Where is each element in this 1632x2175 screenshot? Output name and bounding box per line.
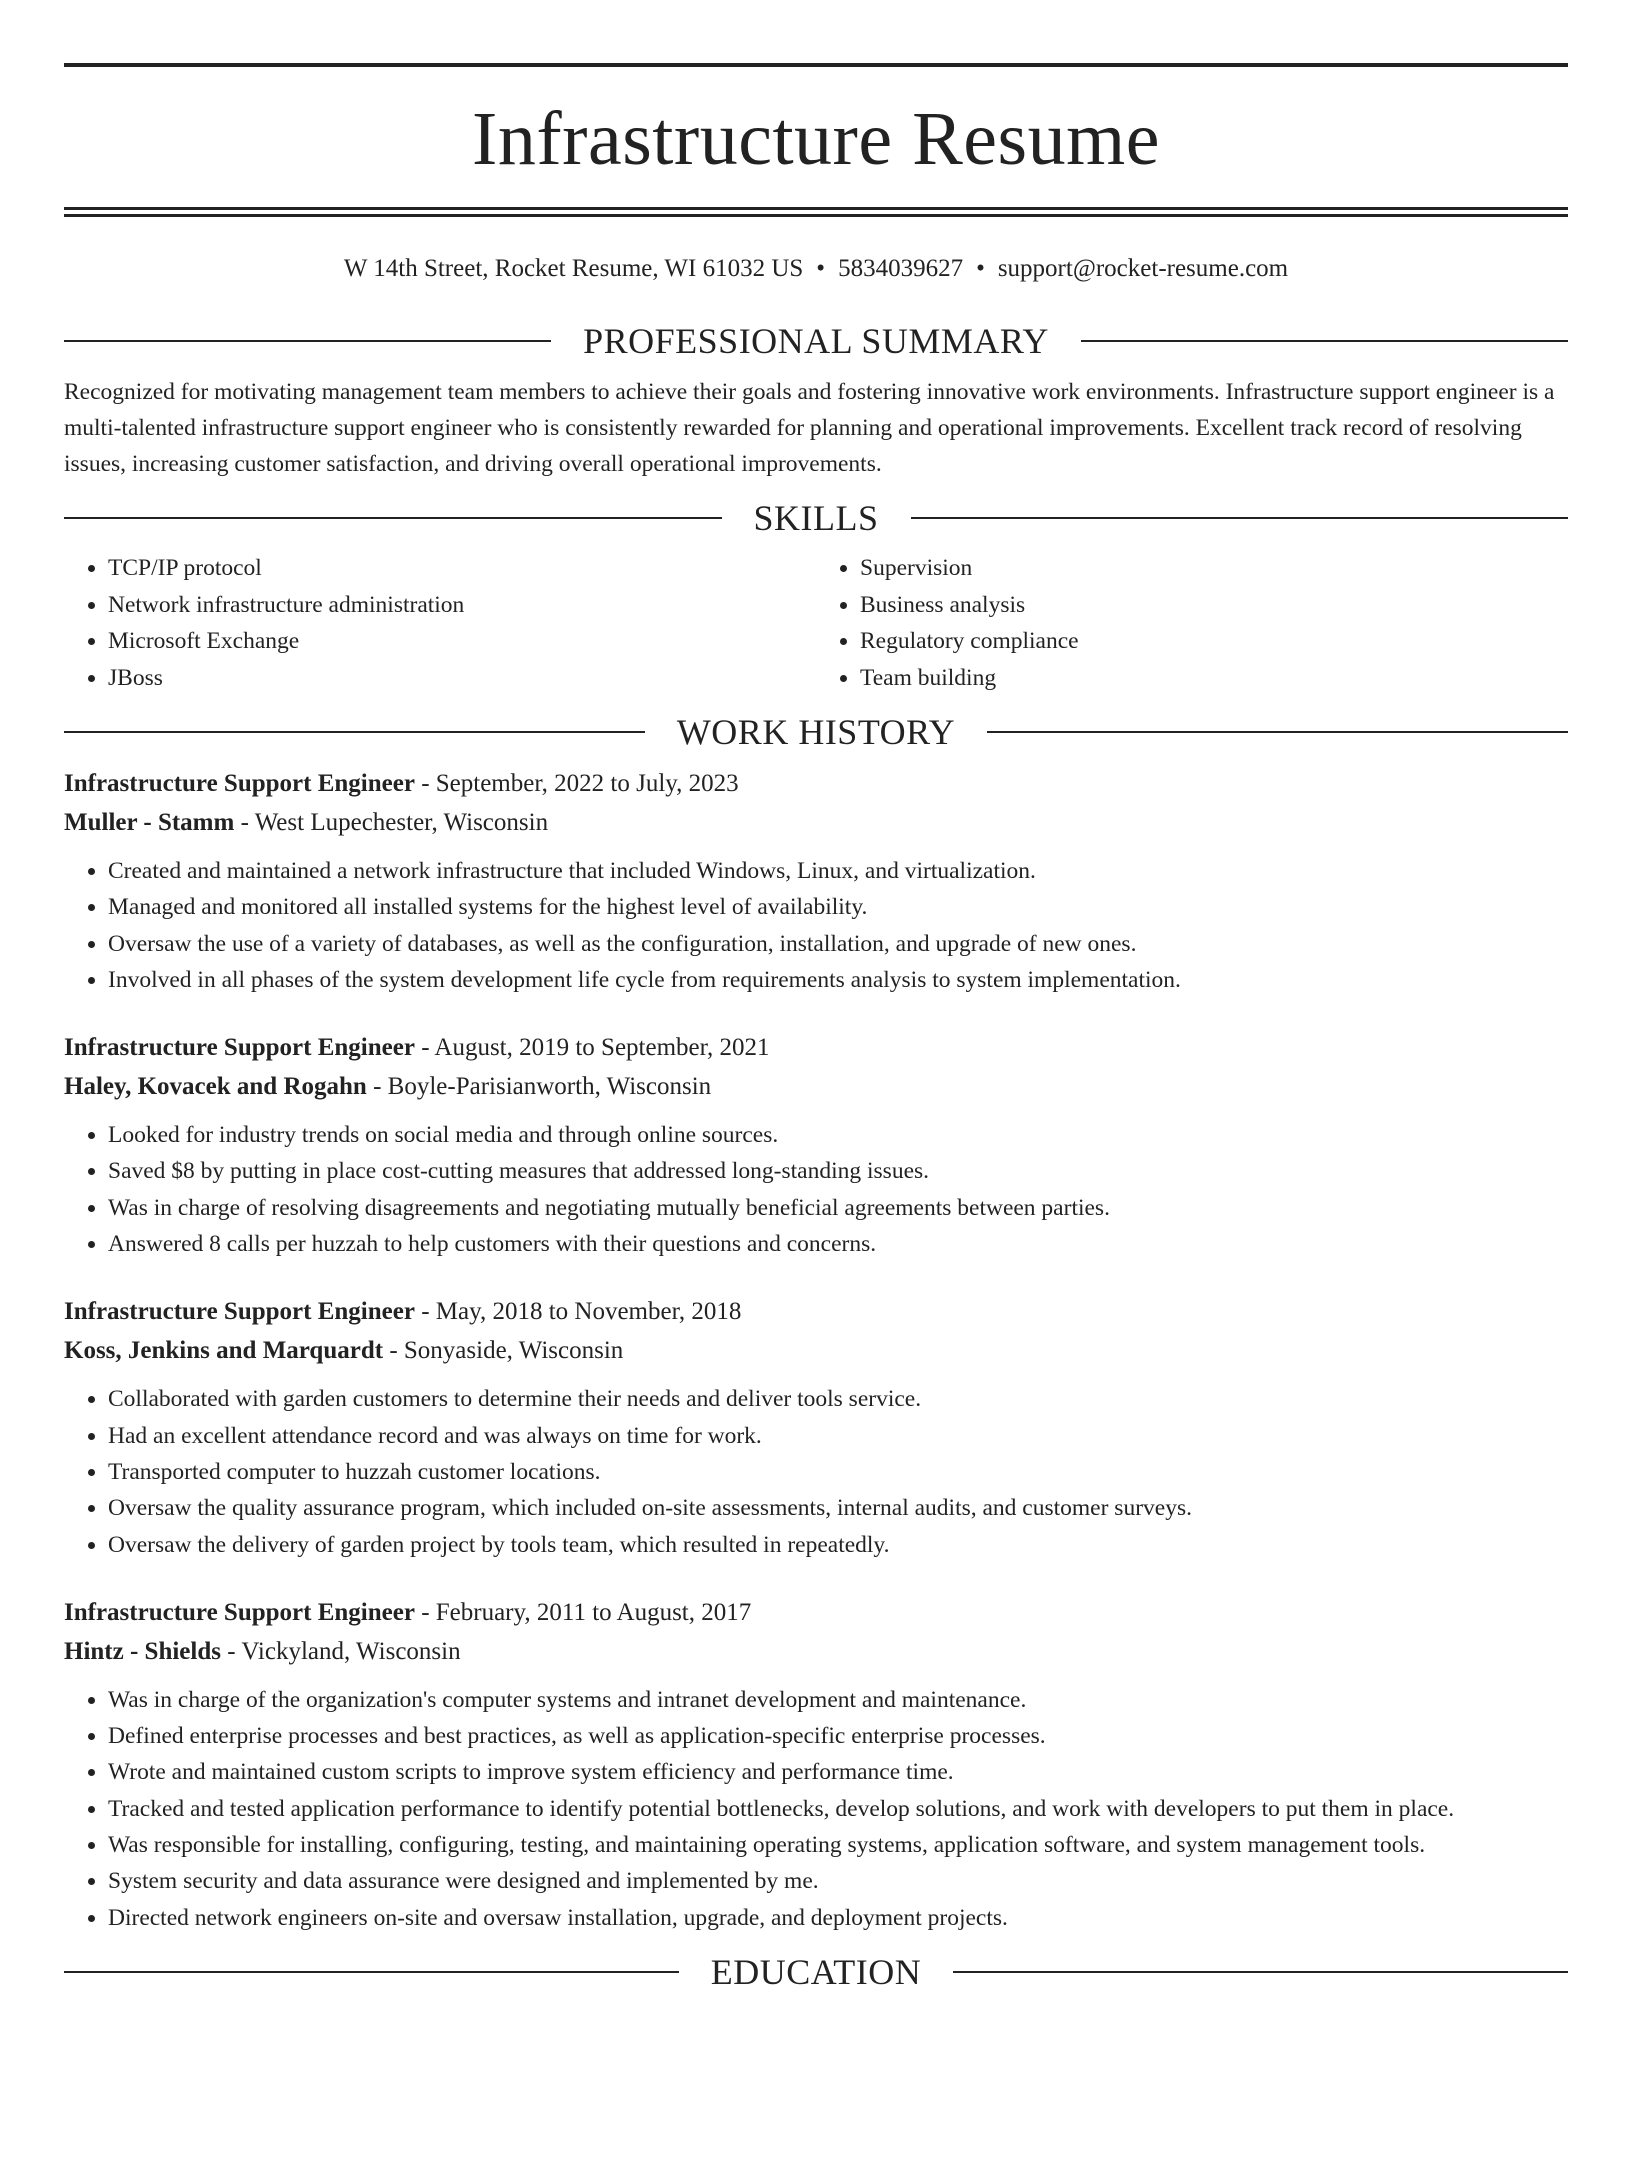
work-heading-row	[64, 712, 1568, 752]
job-title: Infrastructure Support Engineer	[64, 1298, 415, 1326]
job-bullets	[64, 1682, 1568, 1936]
heading-rule-right	[953, 1971, 1568, 1973]
job-bullet: • Answered 8 calls per huzzah to help customers with their questions and concerns.	[108, 1226, 1568, 1262]
job-company-line	[64, 1632, 1568, 1671]
heading-rule-right	[987, 731, 1568, 733]
skills-column-right	[816, 550, 1568, 696]
job-company-line	[64, 1331, 1568, 1370]
job-bullet: • Saved $8 by putting in place cost-cutting measures that addressed long-standing issues.	[108, 1153, 1568, 1189]
title-double-rule	[64, 207, 1568, 217]
job-title-line	[64, 1028, 1568, 1067]
heading-rule-left	[64, 731, 645, 733]
job-company-line	[64, 803, 1568, 842]
skill-item: • Microsoft Exchange	[108, 623, 816, 660]
job-bullet: • Oversaw the use of a variety of databases, as well as the configuration, installation, and upgrade of new ones.	[108, 926, 1568, 962]
resume-page	[0, 63, 1632, 2175]
job-bullet: • Was in charge of the organization's computer systems and intranet development and maintenance.	[108, 1682, 1568, 1718]
skills-heading: SKILLS	[753, 498, 879, 538]
job-location: - Boyle-Parisianworth, Wisconsin	[366, 1073, 712, 1101]
job-bullets	[64, 853, 1568, 998]
summary-heading-row	[64, 321, 1568, 361]
job-title-line	[64, 764, 1568, 803]
job-entry	[64, 1593, 1568, 1936]
education-heading: EDUCATION	[710, 1951, 922, 1992]
skills-column-left	[64, 550, 816, 696]
job-bullets	[64, 1381, 1568, 1562]
skill-item: • JBoss	[108, 660, 816, 697]
job-bullet: • Tracked and tested application performance to identify potential bottlenecks, develop solutions, and work with developers to put them in place.	[108, 1791, 1568, 1827]
contact-separator: •	[976, 255, 985, 282]
contact-address: W 14th Street, Rocket Resume, WI 61032 US	[343, 255, 804, 282]
work-heading: WORK HISTORY	[676, 712, 956, 752]
job-bullet: • Was in charge of resolving disagreements and negotiating mutually beneficial agreements between parties.	[108, 1190, 1568, 1226]
skill-item: • Team building	[860, 660, 1568, 697]
heading-rule-right	[1081, 340, 1568, 342]
job-bullet: • Created and maintained a network infrastructure that included Windows, Linux, and virtualization.	[108, 853, 1568, 889]
education-heading-row	[64, 1952, 1568, 1992]
job-bullet: • Was responsible for installing, configuring, testing, and maintaining operating systems, application software, and system management tools.	[108, 1827, 1568, 1863]
summary-heading: PROFESSIONAL SUMMARY	[583, 321, 1049, 361]
job-company: Muller - Stamm	[64, 809, 235, 836]
contact-line	[64, 254, 1568, 284]
skill-item: • Regulatory compliance	[860, 623, 1568, 660]
job-bullet: • Involved in all phases of the system development life cycle from requirements analysis to system implementation.	[108, 962, 1568, 998]
heading-rule-left	[64, 340, 551, 342]
job-title-line	[64, 1593, 1568, 1632]
job-bullet: • Looked for industry trends on social media and through online sources.	[108, 1117, 1568, 1153]
job-bullet: • Oversaw the quality assurance program, which included on-site assessments, internal audits, and customer surveys.	[108, 1490, 1568, 1526]
summary-text: Recognized for motivating management team members to achieve their goals and fostering innovative work environments. Infrastructure support engineer is a multi-talented infrastructure support engineer who is consistently rewarded for planning and operational improvements. Excellent track record of resolving issues, increasing customer satisfaction, and driving overall operational improvements.	[64, 379, 1555, 477]
job-entry	[64, 1028, 1568, 1262]
skill-item: • Supervision	[860, 550, 1568, 587]
contact-phone: 5834039627	[838, 255, 964, 282]
job-title-line	[64, 1292, 1568, 1331]
job-bullet: • Had an excellent attendance record and was always on time for work.	[108, 1418, 1568, 1454]
job-title: Infrastructure Support Engineer	[64, 770, 415, 797]
job-company: Hintz - Shields	[64, 1637, 221, 1665]
heading-rule-right	[911, 517, 1569, 519]
job-bullet: • Wrote and maintained custom scripts to improve system efficiency and performance time.	[108, 1754, 1568, 1790]
job-bullet: • Transported computer to huzzah customer locations.	[108, 1454, 1568, 1490]
heading-rule-left	[64, 1971, 679, 1973]
job-dates: - September, 2022 to July, 2023	[414, 770, 739, 797]
job-location: - West Lupechester, Wisconsin	[234, 809, 549, 836]
job-title: Infrastructure Support Engineer	[64, 1034, 415, 1062]
heading-rule-left	[64, 517, 722, 519]
job-bullet: • Collaborated with garden customers to determine their needs and deliver tools service.	[108, 1381, 1568, 1417]
job-title: Infrastructure Support Engineer	[64, 1598, 415, 1626]
job-bullet: • Defined enterprise processes and best practices, as well as application-specific enterprise processes.	[108, 1718, 1568, 1754]
job-company: Haley, Kovacek and Rogahn	[64, 1073, 367, 1101]
page-title: Infrastructure Resume	[472, 97, 1160, 181]
job-bullet: • System security and data assurance were designed and implemented by me.	[108, 1863, 1568, 1899]
top-rule	[64, 63, 1568, 67]
job-entry	[64, 1292, 1568, 1562]
job-dates: - August, 2019 to September, 2021	[414, 1034, 770, 1062]
contact-separator: •	[816, 255, 826, 282]
skills-heading-row	[64, 498, 1568, 538]
job-entry	[64, 764, 1568, 998]
job-dates: - May, 2018 to November, 2018	[414, 1298, 742, 1326]
job-company: Koss, Jenkins and Marquardt	[64, 1337, 384, 1365]
skill-item: • TCP/IP protocol	[108, 550, 816, 587]
contact-email: support@rocket-resume.com	[997, 255, 1289, 282]
skill-item: • Network infrastructure administration	[108, 587, 816, 624]
job-bullet: • Managed and monitored all installed systems for the highest level of availability.	[108, 889, 1568, 925]
job-bullet: • Oversaw the delivery of garden project by tools team, which resulted in repeatedly.	[108, 1527, 1568, 1563]
skill-item: • Business analysis	[860, 587, 1568, 624]
job-location: - Sonyaside, Wisconsin	[383, 1337, 624, 1365]
job-company-line	[64, 1067, 1568, 1106]
skills-list	[64, 550, 1568, 696]
job-dates: - February, 2011 to August, 2017	[414, 1598, 752, 1626]
job-bullets	[64, 1117, 1568, 1262]
job-location: - Vickyland, Wisconsin	[220, 1637, 461, 1665]
job-bullet: • Directed network engineers on-site and oversaw installation, upgrade, and deployment projects.	[108, 1900, 1568, 1936]
